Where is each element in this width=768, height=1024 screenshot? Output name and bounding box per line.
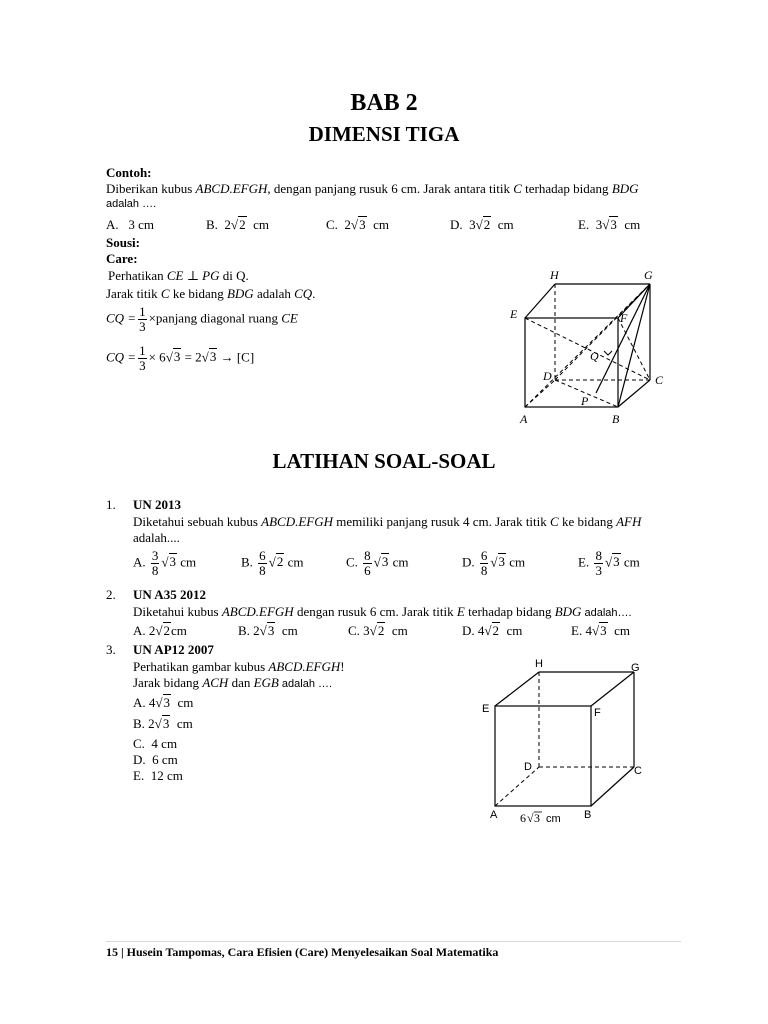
- cube1-label-e: E: [510, 307, 518, 321]
- q1-option-c: C. $\frac{8}{6}$ √3 cm: [346, 548, 409, 578]
- cube1-label-g: G: [644, 268, 653, 282]
- q1-option-a: A. $\frac{3}{8}$ √3 cm: [133, 548, 197, 578]
- chapter-number: BAB 2: [350, 90, 418, 116]
- cube1-label-f: F: [620, 311, 628, 325]
- q3-option-b: B. 2√3 cm: [133, 716, 193, 731]
- q1-option-b: B. $\frac{6}{8}$ √2 cm: [241, 548, 304, 578]
- q2-number: 2.: [106, 587, 116, 602]
- cube2-label-e: E: [482, 703, 490, 715]
- cube2-label-f: F: [594, 707, 601, 719]
- cube1-label-p: P: [581, 394, 589, 408]
- cube1-label-q: Q: [590, 349, 599, 363]
- q2-option-c: C. 3√2 cm: [348, 623, 408, 638]
- cube-diagram-1: [500, 262, 680, 432]
- footer-text: 15 | Husein Tampomas, Cara Efisien (Care) Menyelesaikan Soal Matematika: [106, 945, 499, 959]
- q1-option-e: E. $\frac{8}{3}$ √3 cm: [578, 548, 640, 578]
- example-option-d: D. 3√2 cm: [450, 217, 514, 232]
- cube1-label-a: A: [520, 412, 528, 426]
- cube2-front-face: [495, 706, 591, 806]
- solution-heading: Sousi:: [106, 235, 140, 250]
- cube2-label-b: B: [584, 809, 592, 821]
- q2-source: UN A35 2012: [133, 587, 206, 602]
- q1-source: UN 2013: [133, 497, 182, 512]
- cube2-label-c: C: [634, 765, 642, 777]
- svg-text:cm: cm: [546, 813, 561, 825]
- cube1-front-face: [525, 318, 618, 407]
- cube2-label-h: H: [535, 658, 543, 670]
- q3-source: UN AP12 2007: [133, 642, 214, 657]
- example-heading: Contoh:: [106, 165, 152, 180]
- q3-option-c: C. 4 cm: [133, 736, 178, 751]
- q3-option-a: A. 4√3 cm: [133, 695, 194, 710]
- q3-text-line2: Jarak bidang ACH dan EGB adalah ….: [133, 675, 333, 690]
- cube2-label-a: A: [490, 809, 498, 821]
- q2-option-d: D. 4√2 cm: [462, 623, 523, 638]
- example-question-line1: Diberikan kubus ABCD.EFGH, dengan panjang rusuk 6 cm. Jarak antara titik C terhadap bidang BDG: [106, 181, 639, 196]
- cube1-label-b: B: [612, 412, 620, 426]
- cube1-label-c: C: [655, 373, 664, 387]
- chapter-title: DIMENSI TIGA: [308, 122, 460, 146]
- q2-text: Diketahui kubus ABCD.EFGH dengan rusuk 6 cm. Jarak titik E terhadap bidang BDG adalah….: [133, 604, 632, 619]
- q3-option-d: D. 6 cm: [133, 752, 178, 767]
- svg-text:√: √: [527, 811, 534, 825]
- footer-divider: [106, 941, 681, 942]
- q1-text-line2: adalah....: [133, 530, 180, 545]
- solution-equation1: CQ = $\frac{1}{3}$ ×panjang diagonal ruang CE: [106, 304, 298, 334]
- q2-option-b: B. 2√3 cm: [238, 623, 298, 638]
- cube2-label-g: G: [631, 662, 640, 674]
- solution-line1: Perhatikan CE ⊥ PG di Q.: [108, 268, 249, 283]
- cube-diagram-2: [476, 650, 656, 830]
- cube1-label-d: D: [543, 369, 552, 383]
- example-question-line2: adalah ….: [106, 198, 157, 210]
- cube2-edge-length: [520, 811, 561, 825]
- cube1-label-h: H: [550, 268, 559, 282]
- q2-option-a: A. 2√2cm: [133, 623, 187, 638]
- svg-text:3: 3: [534, 811, 540, 825]
- svg-text:6: 6: [520, 811, 526, 825]
- care-heading: Care:: [106, 251, 138, 266]
- q3-text-line1: Perhatikan gambar kubus ABCD.EFGH!: [133, 659, 345, 674]
- q1-number: 1.: [106, 497, 116, 512]
- q2-option-e: E. 4√3 cm: [571, 623, 630, 638]
- example-option-e: E. 3√3 cm: [578, 217, 641, 232]
- example-option-b: B. 2√2 cm: [206, 217, 269, 232]
- example-option-a: A. 3 cm: [106, 217, 155, 232]
- solution-equation2: CQ = $\frac{1}{3}$ × 6√3 = 2√3 → [C]: [106, 343, 255, 373]
- q1-text-line1: Diketahui sebuah kubus ABCD.EFGH memiliki panjang rusuk 4 cm. Jarak titik C ke bidang AFH: [133, 514, 642, 529]
- example-option-c: C. 2√3 cm: [326, 217, 389, 232]
- cube2-label-d: D: [524, 761, 532, 773]
- exercise-title: LATIHAN SOAL-SOAL: [272, 449, 496, 473]
- q1-option-d: D. $\frac{6}{8}$ √3 cm: [462, 548, 526, 578]
- solution-line2: Jarak titik C ke bidang BDG adalah CQ.: [106, 286, 316, 301]
- q3-number: 3.: [106, 642, 116, 657]
- q3-option-e: E. 12 cm: [133, 768, 183, 783]
